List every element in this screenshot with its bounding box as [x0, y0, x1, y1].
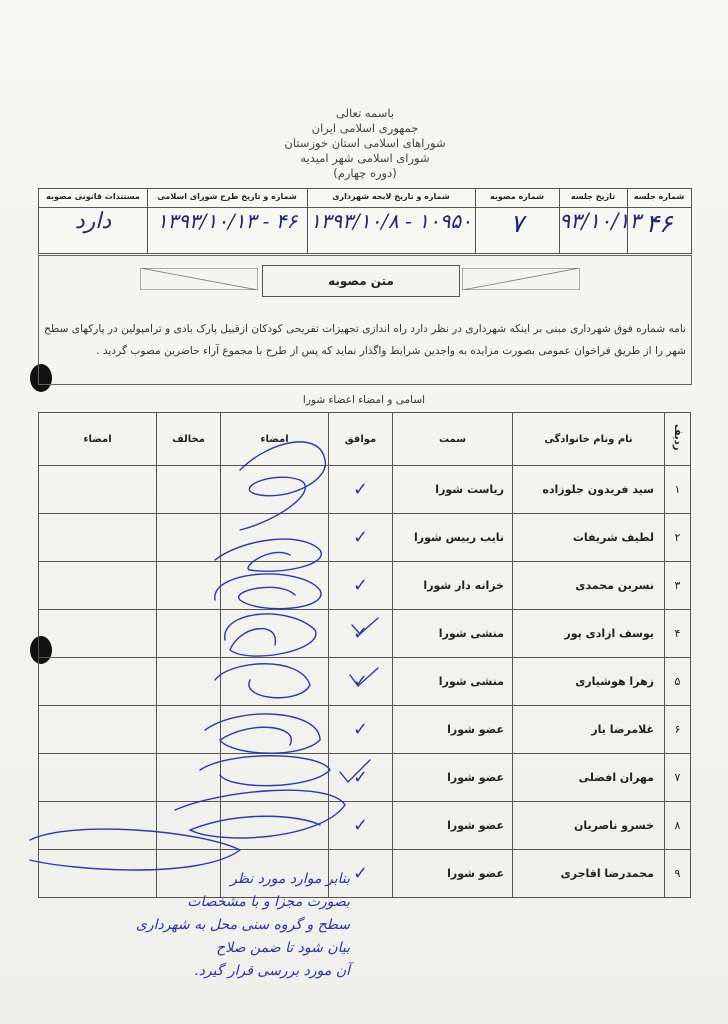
- value-bill-no-date: ۱۳۹۳/۱۰/۸ - ۱۰۹۵۰: [310, 209, 472, 233]
- col-oppose: مخالف: [157, 413, 221, 466]
- signature-cell: [221, 610, 329, 658]
- table-row: [39, 658, 691, 706]
- note-line-3: سطح و گروه سنی محل به شهرداری: [135, 917, 350, 933]
- members-title: اسامی و امضاء اعضاء شورا: [302, 394, 426, 406]
- signature-cell: [221, 562, 329, 610]
- col-radif: ردیف: [665, 413, 691, 466]
- agree-cell: [329, 610, 393, 658]
- check-mark-icon: ✓: [352, 479, 369, 500]
- value-session-date: ۹۳/۱۰/۱۳: [559, 209, 641, 233]
- member-name: زهرا هوشیاری: [513, 658, 665, 706]
- signature-cell-2: [39, 514, 157, 562]
- note-line-1: بنابر موارد مورد نظر: [230, 871, 350, 887]
- table-row: [39, 466, 691, 514]
- signature-cell: [221, 658, 329, 706]
- signature-cell-2: [39, 466, 157, 514]
- col-sign-2: امضاء: [39, 413, 157, 466]
- signature-cell: [221, 802, 329, 850]
- member-role: عضو شورا: [393, 850, 513, 898]
- agree-cell: [329, 802, 393, 850]
- member-name: نسرین محمدی: [513, 562, 665, 610]
- handwritten-note: [10, 868, 350, 983]
- member-name: سید فریدون جلوزاده: [513, 466, 665, 514]
- letterhead-country: جمهوری اسلامی ایران: [311, 121, 419, 135]
- col-name: نام ونام خانوادگی: [513, 413, 665, 466]
- agree-cell: [329, 706, 393, 754]
- member-role: ریاست شورا: [393, 466, 513, 514]
- table-row: [39, 754, 691, 802]
- header-resolution-no: شماره مصوبه: [489, 192, 545, 201]
- oppose-cell: [157, 754, 221, 802]
- check-mark-icon: ✓: [352, 863, 369, 884]
- check-mark-icon: ✓: [352, 575, 369, 596]
- resolution-info-table: [38, 188, 692, 254]
- row-number: ۸: [665, 802, 691, 850]
- oppose-cell: [157, 706, 221, 754]
- member-name: مهران افضلی: [513, 754, 665, 802]
- signature-cell: [221, 706, 329, 754]
- member-role: منشی شورا: [393, 658, 513, 706]
- title-decoration-left: [140, 268, 258, 290]
- letterhead-city-council: شورای اسلامی شهر امیدیه: [300, 151, 430, 165]
- check-mark-icon: ✓: [352, 719, 369, 740]
- check-mark-icon: ✓: [352, 623, 369, 644]
- member-role: خزانه دار شورا: [393, 562, 513, 610]
- letterhead-province-councils: شوراهای اسلامی استان خوزستان: [284, 136, 446, 150]
- agree-cell: [329, 754, 393, 802]
- signature-cell: [221, 466, 329, 514]
- oppose-cell: [157, 466, 221, 514]
- table-row: [39, 514, 691, 562]
- row-number: ۵: [665, 658, 691, 706]
- row-number: ۱: [665, 466, 691, 514]
- resolution-title: متن مصوبه: [262, 265, 460, 297]
- signature-cell-2: [39, 562, 157, 610]
- value-session-no: ۴۶: [645, 209, 673, 238]
- value-legal-basis: دارد: [74, 209, 112, 234]
- row-number: ۶: [665, 706, 691, 754]
- member-name: یوسف ازادی پور: [513, 610, 665, 658]
- col-agree: موافق: [329, 413, 393, 466]
- letterhead: [200, 106, 530, 181]
- resolution-body: نامه شماره فوق شهرداری مبنی بر اینکه شهرداری در نظر دارد راه اندازی تجهیزات تفریحی کودکان ازقبیل پارک بادی و ترامپولین در پارکهای سطح شهر را از طریق فراخوان عمومی بصورت مزایده به واجدین شرایط واگذار نماید که پس از طرح با مجموع آراء حاضرین مصوب گردید .: [44, 323, 686, 357]
- col-sign: امضاء: [221, 413, 329, 466]
- agree-cell: [329, 466, 393, 514]
- title-decoration-right: [462, 268, 580, 290]
- table-row: [39, 562, 691, 610]
- member-role: عضو شورا: [393, 706, 513, 754]
- table-row: [39, 706, 691, 754]
- note-line-4: بیان شود تا ضمن صلاح: [216, 940, 350, 956]
- table-row: [39, 802, 691, 850]
- member-name: غلامرضا یار: [513, 706, 665, 754]
- note-line-2: بصورت مجزا و با مشخصات: [187, 894, 350, 910]
- check-mark-icon: ✓: [352, 815, 369, 836]
- signature-cell-2: [39, 754, 157, 802]
- row-number: ۴: [665, 610, 691, 658]
- agree-cell: [329, 514, 393, 562]
- row-number: ۳: [665, 562, 691, 610]
- letterhead-basmala: باسمه تعالی: [335, 106, 395, 120]
- member-name: خسرو ناصریان: [513, 802, 665, 850]
- header-bill-no-date: شماره و تاریخ لایحه شهرداری: [332, 192, 450, 201]
- note-line-5: آن مورد بررسی قرار گیرد.: [194, 963, 350, 979]
- value-resolution-no: ۷: [510, 209, 524, 238]
- agree-cell: [329, 658, 393, 706]
- oppose-cell: [157, 610, 221, 658]
- letterhead-term: (دوره چهارم): [333, 166, 397, 180]
- header-legal-basis: مستندات قانونی مصوبه: [46, 192, 140, 201]
- row-number: ۹: [665, 850, 691, 898]
- check-mark-icon: ✓: [352, 527, 369, 548]
- agree-cell: [329, 562, 393, 610]
- member-name: محمدرضا اقاجری: [513, 850, 665, 898]
- signature-cell: [221, 514, 329, 562]
- header-session-no: شماره جلسه: [633, 192, 685, 201]
- members-table: [38, 412, 691, 898]
- member-role: منشی شورا: [393, 610, 513, 658]
- signature-cell: [221, 754, 329, 802]
- oppose-cell: [157, 562, 221, 610]
- col-role: سمت: [393, 413, 513, 466]
- check-mark-icon: ✓: [352, 671, 369, 692]
- oppose-cell: [157, 658, 221, 706]
- row-number: ۷: [665, 754, 691, 802]
- header-plan-no-date: شماره و تاریخ طرح شورای اسلامی: [157, 192, 297, 201]
- member-role: عضو شورا: [393, 802, 513, 850]
- header-session-date: تاریخ جلسه: [570, 192, 616, 201]
- members-header-row: [39, 413, 691, 466]
- signature-cell-2: [39, 658, 157, 706]
- signature-cell-2: [39, 706, 157, 754]
- oppose-cell: [157, 514, 221, 562]
- signature-cell-2: [39, 802, 157, 850]
- signature-cell-2: [39, 610, 157, 658]
- value-plan-no-date: ۱۳۹۳/۱۰/۱۳ - ۴۶: [156, 209, 298, 233]
- member-role: عضو شورا: [393, 754, 513, 802]
- member-role: نایب رییس شورا: [393, 514, 513, 562]
- row-number: ۲: [665, 514, 691, 562]
- table-row: [39, 610, 691, 658]
- check-mark-icon: ✓: [352, 767, 369, 788]
- oppose-cell: [157, 802, 221, 850]
- member-name: لطیف شریفات: [513, 514, 665, 562]
